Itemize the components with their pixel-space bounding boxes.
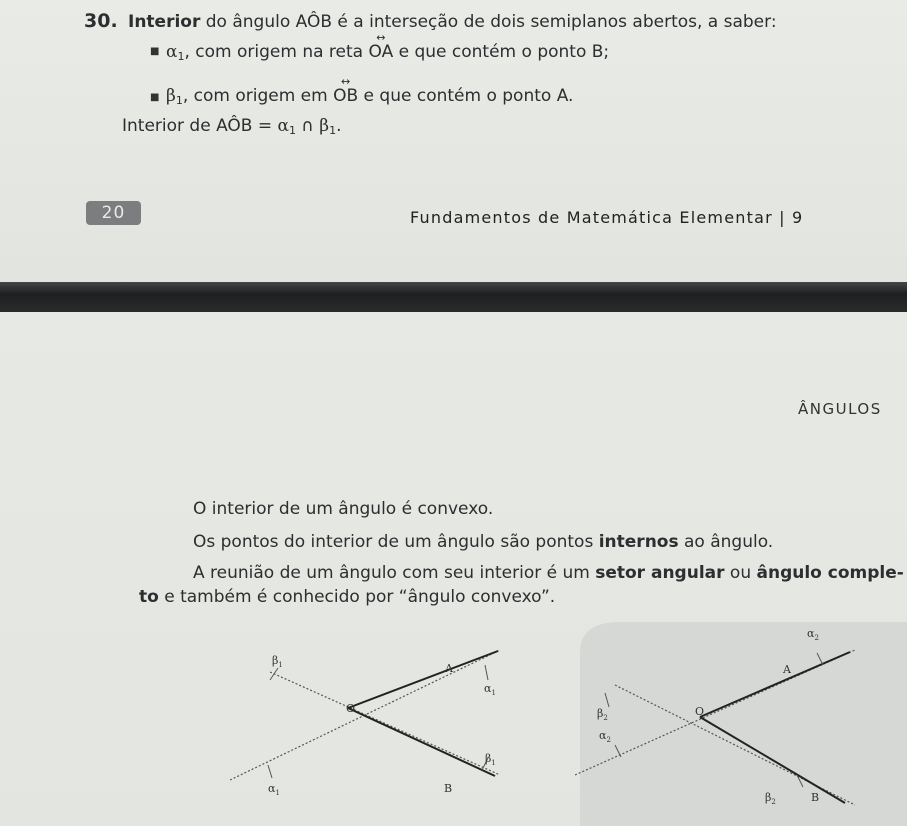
question-heading-bold: Interior [128,12,201,32]
label-alpha-top: $\alpha_2$ [807,627,819,642]
line4-bold: to [139,587,159,607]
item2-text-1: , com origem em [182,86,334,106]
def-angle: AÔB [216,116,253,136]
def-beta: β [319,116,330,136]
bullet-2: ■ [150,92,160,103]
line-arrow-icon: ↔ [376,31,386,44]
label-o: O [346,702,356,715]
item1-text-1: , com origem na reta [184,42,369,62]
line3-bold-2: ângulo comple- [756,563,904,583]
label-alpha-left: $\alpha_1$ [268,782,280,797]
paragraph-line-2 [193,532,773,552]
line3-bold-1: setor angular [595,563,725,583]
interior-definition [122,116,342,137]
line4-text: e também é conhecido por “ângulo convexo”. [158,587,556,607]
question-angle: AÔB [295,12,333,32]
def-beta-sub: 1 [329,124,337,137]
tick-beta-mid [605,693,609,707]
label-alpha-right: $\alpha_1$ [484,682,496,697]
line-arrow-icon: ↔ [341,75,351,88]
question-heading [128,12,777,32]
tick-beta-top [270,668,278,680]
book-footer: Fundamentos de Matemática Elementar | 9 [410,208,804,227]
ray-ob [348,708,495,776]
paragraph-line-3 [193,563,904,583]
tick-alpha-left [268,765,272,778]
ray-oa [700,652,850,717]
figure-left [230,640,530,826]
def-text-1: Interior de [122,116,217,136]
item2-text-2: e que contém o ponto A. [358,86,574,106]
label-beta-bottom: $\beta_2$ [765,791,776,806]
line2-text-a: Os pontos do interior de um ângulo são pontos [193,532,599,552]
item1-symbol: α [166,42,178,62]
line3-text-a: A reunião de um ângulo com seu interior é um [193,563,596,583]
line-oa [368,31,394,62]
page-gap-shadow [0,282,907,312]
label-alpha-mid: $\alpha_2$ [599,729,611,744]
line2-bold: internos [598,532,679,552]
label-b: B [811,791,820,804]
line-oa-label: OA [368,42,394,62]
label-a: A [445,662,453,675]
label-b: B [444,782,453,795]
tick-alpha-mid [615,745,621,757]
line-ob [333,75,359,106]
question-heading-text-1: do ângulo [205,12,296,32]
item-beta-1 [166,75,574,107]
section-title: ÂNGULOS [798,400,882,418]
item2-subscript: 1 [175,94,183,107]
page-number-badge: 20 [86,201,141,225]
ray-oa [348,651,498,708]
bullet-1: ■ [150,46,160,57]
item-alpha-1 [166,31,610,63]
question-heading-text-2: é a interseção de dois semiplanos abertos, a saber: [332,12,777,32]
label-a: A [783,663,791,676]
label-beta-bottom: $\beta_1$ [485,752,496,767]
paragraph-line-4 [139,587,555,607]
label-beta-top: $\beta_1$ [272,654,283,669]
line3-text-b: ou [724,563,757,583]
tick-alpha-top [817,653,823,665]
def-alpha: α [277,116,289,136]
tick-alpha-right [485,665,488,680]
label-o: O [695,705,705,718]
def-equals: = [252,116,278,136]
question-number: 30. [84,10,118,32]
fig-left-line-beta [270,672,500,775]
figure-right [575,625,865,826]
item1-text-2: e que contém o ponto B; [393,42,610,62]
ray-ob [700,717,845,803]
line2-text-b: ao ângulo. [678,532,774,552]
def-alpha-sub: 1 [289,124,296,137]
item1-subscript: 1 [177,50,185,63]
def-period: . [336,116,342,136]
item2-symbol: β [166,86,176,106]
label-beta-mid: $\beta_2$ [597,707,608,722]
def-cap: ∩ [296,116,320,136]
paragraph-line-1: O interior de um ângulo é convexo. [193,499,494,519]
line-ob-label: OB [333,86,359,106]
